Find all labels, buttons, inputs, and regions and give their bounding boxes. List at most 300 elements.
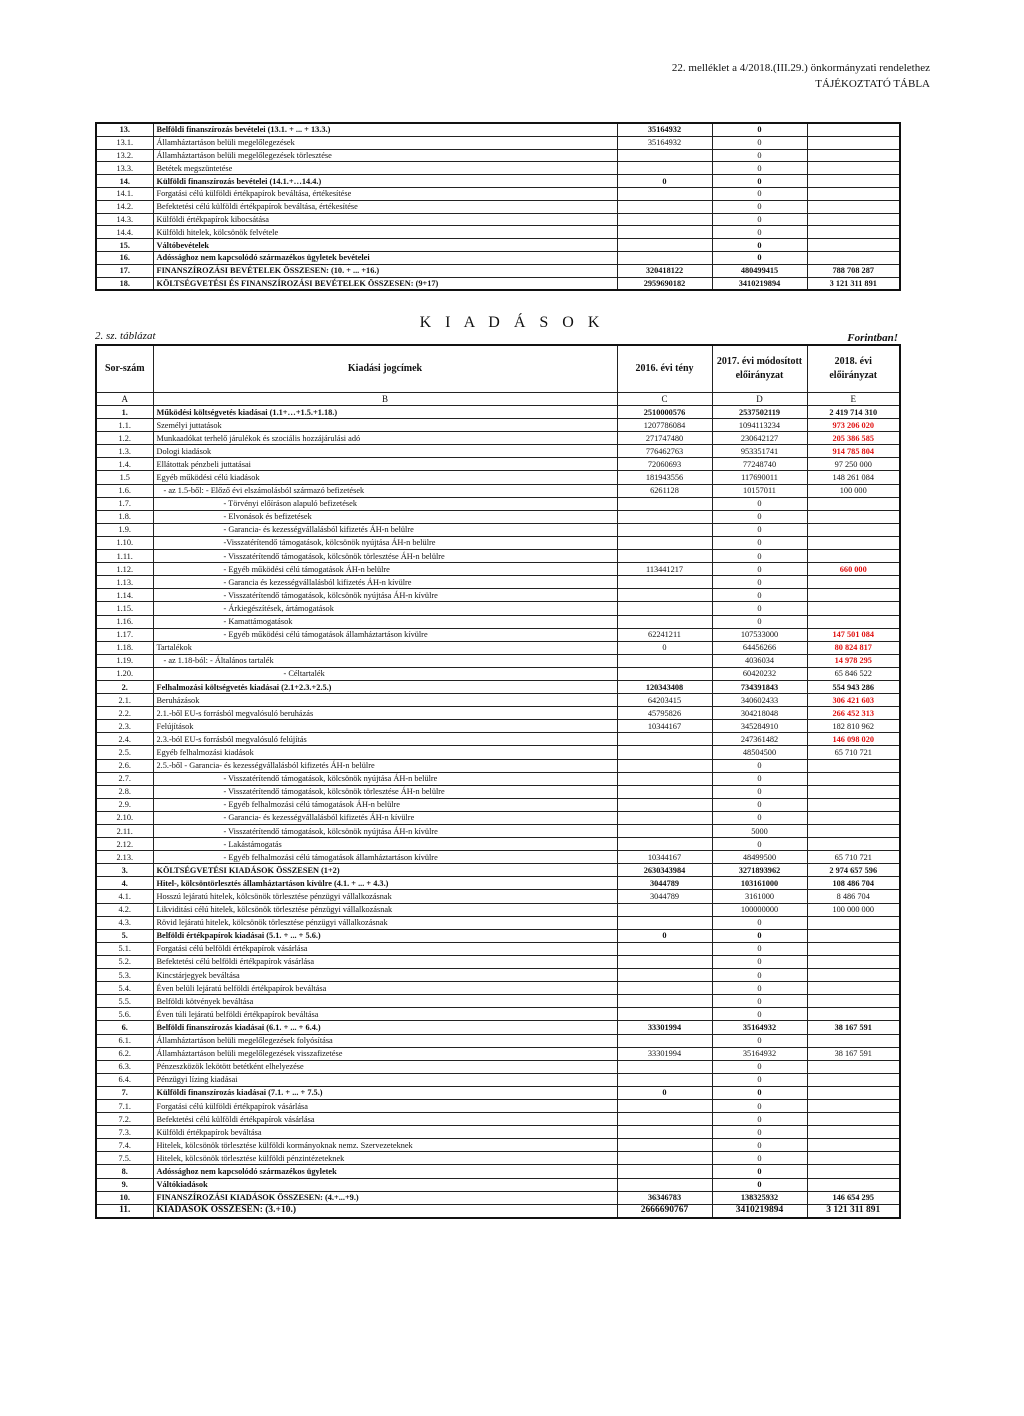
value-e (807, 916, 900, 929)
value-e: 205 386 585 (807, 432, 900, 445)
table-row (96, 877, 900, 890)
row-label: Éven túli lejáratú belföldi értékpapírok beváltása (153, 1008, 617, 1021)
value-e (807, 955, 900, 968)
table-row (96, 654, 900, 667)
value-d: 0 (712, 1008, 807, 1021)
value-d: 3410219894 (712, 1204, 807, 1218)
value-c (617, 1008, 712, 1021)
table-row (96, 720, 900, 733)
row-label: Rövid lejáratú hitelek, kölcsönök törlesztése pénzügyi vállalkozásnak (153, 916, 617, 929)
row-number: 6.3. (96, 1060, 153, 1073)
value-e (807, 1008, 900, 1021)
column-letter-c: C (617, 393, 712, 406)
column-letter-e: E (807, 393, 900, 406)
value-c (617, 969, 712, 982)
table-row (96, 890, 900, 903)
value-e (807, 213, 900, 226)
value-e (807, 162, 900, 175)
value-e: 65 846 522 (807, 667, 900, 680)
value-c (617, 772, 712, 785)
value-d: 0 (712, 523, 807, 536)
value-e: 2 974 657 596 (807, 864, 900, 877)
value-e (807, 982, 900, 995)
value-c (617, 1099, 712, 1112)
row-label: - az 1.5-ből: - Előző évi elszámolásból származó befizetések (153, 484, 617, 497)
expenditures-title: K I A D Á S O K (419, 314, 605, 331)
value-d: 0 (712, 589, 807, 602)
value-c (617, 955, 712, 968)
table-row (96, 536, 900, 549)
value-e: 8 486 704 (807, 890, 900, 903)
value-c: 113441217 (617, 563, 712, 576)
value-e (807, 811, 900, 824)
row-label: Forgatási célú külföldi értékpapírok vásárlása (153, 1099, 617, 1112)
value-e (807, 200, 900, 213)
row-number: 18. (96, 277, 153, 290)
value-e (807, 825, 900, 838)
header-2018-planned: 2018. évi előirányzat (807, 345, 900, 393)
row-label: Váltóbevételek (153, 239, 617, 252)
value-c: 10344167 (617, 720, 712, 733)
value-c (617, 1126, 712, 1139)
row-number: 1.16. (96, 615, 153, 628)
value-c (617, 1139, 712, 1152)
row-number: 1.18. (96, 641, 153, 654)
value-d: 60420232 (712, 667, 807, 680)
row-number: 14.3. (96, 213, 153, 226)
row-label: - Egyéb felhalmozási célú támogatások államháztartáson kívülre (153, 851, 617, 864)
table-row (96, 563, 900, 576)
row-number: 14.2. (96, 200, 153, 213)
row-label: Belföldi kötvények beváltása (153, 995, 617, 1008)
column-letter-d: D (712, 393, 807, 406)
row-label: - Garancia- és kezességvállalásból kifizetés ÁH-n belülre (153, 523, 617, 536)
value-e (807, 523, 900, 536)
row-number: 17. (96, 264, 153, 277)
value-e (807, 175, 900, 188)
value-c: 1207786084 (617, 419, 712, 432)
value-e (807, 1165, 900, 1178)
table-row (96, 969, 900, 982)
row-label: KIADÁSOK ÖSSZESEN: (3.+10.) (153, 1204, 617, 1218)
row-label: - Kamattámogatások (153, 615, 617, 628)
value-d: 0 (712, 955, 807, 968)
row-number: 1.19. (96, 654, 153, 667)
row-number: 6.1. (96, 1034, 153, 1047)
value-d: 230642127 (712, 432, 807, 445)
value-c (617, 226, 712, 239)
table-number-label: 2. sz. táblázat (95, 330, 156, 342)
value-d: 0 (712, 510, 807, 523)
value-c: 0 (617, 175, 712, 188)
row-number: 5.1. (96, 942, 153, 955)
value-c (617, 746, 712, 759)
value-c (617, 602, 712, 615)
value-d: 64456266 (712, 641, 807, 654)
table-row (96, 851, 900, 864)
row-label: Éven belüli lejáratú belföldi értékpapírok beváltása (153, 982, 617, 995)
value-c (617, 187, 712, 200)
value-c (617, 510, 712, 523)
row-number: 4. (96, 877, 153, 890)
row-label: Tartalékok (153, 641, 617, 654)
value-d: 0 (712, 123, 807, 136)
row-number: 7.5. (96, 1152, 153, 1165)
value-e: 148 261 084 (807, 471, 900, 484)
value-d: 0 (712, 1073, 807, 1086)
value-c (617, 733, 712, 746)
row-number: 13. (96, 123, 153, 136)
value-d: 4036034 (712, 654, 807, 667)
value-d: 247361482 (712, 733, 807, 746)
value-d: 304218048 (712, 707, 807, 720)
row-number: 1.7. (96, 497, 153, 510)
row-number: 8. (96, 1165, 153, 1178)
value-c: 10344167 (617, 851, 712, 864)
value-d: 100000000 (712, 903, 807, 916)
value-e: 100 000 (807, 484, 900, 497)
value-d: 3271893962 (712, 864, 807, 877)
value-e (807, 550, 900, 563)
row-label: - Egyéb felhalmozási célú támogatások ÁH-n belülre (153, 798, 617, 811)
row-label: - Törvényi előíráson alapuló befizetések (153, 497, 617, 510)
value-e: 14 978 295 (807, 654, 900, 667)
value-c (617, 838, 712, 851)
value-e (807, 510, 900, 523)
value-e: 100 000 000 (807, 903, 900, 916)
table-row (96, 982, 900, 995)
table-row (96, 1126, 900, 1139)
value-d: 0 (712, 798, 807, 811)
row-number: 1.2. (96, 432, 153, 445)
value-c: 35164932 (617, 123, 712, 136)
value-d: 0 (712, 785, 807, 798)
table-row (96, 772, 900, 785)
value-c: 181943556 (617, 471, 712, 484)
row-label: - Visszatérítendő támogatások, kölcsönök nyújtása ÁH-n belülre (153, 772, 617, 785)
value-d: 0 (712, 1086, 807, 1099)
row-label: Államháztartáson belüli megelőlegezések folyósítása (153, 1034, 617, 1047)
table-row (96, 615, 900, 628)
row-number: 14. (96, 175, 153, 188)
table-row (96, 942, 900, 955)
row-number: 2.11. (96, 825, 153, 838)
row-number: 2.6. (96, 759, 153, 772)
value-e (807, 1113, 900, 1126)
table-row (96, 1204, 900, 1218)
value-e: 38 167 591 (807, 1021, 900, 1034)
row-number: 5. (96, 929, 153, 942)
table-row (96, 694, 900, 707)
value-e (807, 1178, 900, 1191)
value-c: 45795826 (617, 707, 712, 720)
table-row (96, 175, 900, 188)
value-d: 0 (712, 1126, 807, 1139)
value-e (807, 1034, 900, 1047)
row-label: - Visszatérítendő támogatások, kölcsönök törlesztése ÁH-n belülre (153, 550, 617, 563)
table-row (96, 1139, 900, 1152)
row-label: Hitelek, kölcsönök törlesztése külföldi kormányoknak nemz. Szervezeteknek (153, 1139, 617, 1152)
row-number: 2.4. (96, 733, 153, 746)
value-e (807, 759, 900, 772)
row-label: Adóssághoz nem kapcsolódó származékos ügyletek (153, 1165, 617, 1178)
row-label: Pénzeszközök lekötött betétként elhelyezése (153, 1060, 617, 1073)
value-d: 0 (712, 838, 807, 851)
row-number: 14.4. (96, 226, 153, 239)
table-row (96, 811, 900, 824)
table-row (96, 995, 900, 1008)
row-number: 1.4. (96, 458, 153, 471)
column-letter-b: B (153, 393, 617, 406)
value-e: 3 121 311 891 (807, 277, 900, 290)
value-c (617, 1060, 712, 1073)
row-label: - Elvonások és befizetések (153, 510, 617, 523)
row-label: Befektetési célú külföldi értékpapírok vásárlása (153, 1113, 617, 1126)
value-c: 3044789 (617, 890, 712, 903)
value-d: 0 (712, 251, 807, 264)
value-d: 0 (712, 239, 807, 252)
row-number: 7.4. (96, 1139, 153, 1152)
row-number: 2.13. (96, 851, 153, 864)
value-c (617, 162, 712, 175)
table-row (96, 1178, 900, 1191)
value-d: 480499415 (712, 264, 807, 277)
value-c (617, 825, 712, 838)
value-e (807, 1126, 900, 1139)
header-expenditure-title: Kiadási jogcímek (153, 345, 617, 393)
row-label: 2.1.-ből EU-s forrásból megvalósuló beruházás (153, 707, 617, 720)
row-number: 1.12. (96, 563, 153, 576)
row-number: 4.1. (96, 890, 153, 903)
value-c (617, 759, 712, 772)
row-label: KÖLTSÉGVETÉSI KIADÁSOK ÖSSZESEN (1+2) (153, 864, 617, 877)
table-row (96, 1191, 900, 1204)
value-c (617, 995, 712, 1008)
row-label: - Garancia és kezességvállalásból kifizetés ÁH-n kívülre (153, 576, 617, 589)
value-c (617, 903, 712, 916)
table-row (96, 628, 900, 641)
row-number: 5.6. (96, 1008, 153, 1021)
row-label: Pénzügyi lízing kiadásai (153, 1073, 617, 1086)
value-c (617, 213, 712, 226)
value-d: 0 (712, 1165, 807, 1178)
value-e: 788 708 287 (807, 264, 900, 277)
value-d: 345284910 (712, 720, 807, 733)
value-e: 65 710 721 (807, 746, 900, 759)
row-label: Forgatási célú külföldi értékpapírok beváltása, értékesítése (153, 187, 617, 200)
table-row (96, 746, 900, 759)
value-d: 48504500 (712, 746, 807, 759)
row-number: 1.17. (96, 628, 153, 641)
header-decree-reference: 22. melléklet a 4/2018.(III.29.) önkormányzati rendelethez (671, 62, 930, 74)
row-number: 1.3. (96, 445, 153, 458)
value-e (807, 187, 900, 200)
financing-revenue-table (95, 122, 901, 291)
row-number: 2.2. (96, 707, 153, 720)
value-d: 3410219894 (712, 277, 807, 290)
table-row (96, 602, 900, 615)
row-label: Munkaadókat terhelő járulékok és szociális hozzájárulási adó (153, 432, 617, 445)
table-header-row (96, 345, 900, 393)
value-c (617, 497, 712, 510)
value-c: 120343408 (617, 680, 712, 693)
value-d: 0 (712, 811, 807, 824)
row-label: Külföldi finanszírozás kiadásai (7.1. + ... + 7.5.) (153, 1086, 617, 1099)
row-label: - Céltartalék (153, 667, 617, 680)
value-d: 35164932 (712, 1021, 807, 1034)
value-c (617, 1165, 712, 1178)
row-number: 1.1. (96, 419, 153, 432)
document-header (672, 60, 930, 92)
value-e (807, 615, 900, 628)
table-row (96, 200, 900, 213)
row-label: Váltókiadások (153, 1178, 617, 1191)
table-row (96, 251, 900, 264)
value-d: 35164932 (712, 1047, 807, 1060)
value-d: 0 (712, 536, 807, 549)
table-row (96, 1073, 900, 1086)
row-label: - az 1.18-ból: - Általános tartalék (153, 654, 617, 667)
table-row (96, 759, 900, 772)
value-d: 0 (712, 615, 807, 628)
row-label: Forgatási célú belföldi értékpapírok vásárlása (153, 942, 617, 955)
row-label: - Visszatérítendő támogatások, kölcsönök törlesztése ÁH-n belülre (153, 785, 617, 798)
value-e: 914 785 804 (807, 445, 900, 458)
value-d: 0 (712, 942, 807, 955)
row-label: Hosszú lejáratú hitelek, kölcsönök törlesztése pénzügyi vállalkozásnak (153, 890, 617, 903)
value-e (807, 536, 900, 549)
value-c (617, 589, 712, 602)
value-d: 5000 (712, 825, 807, 838)
table-row (96, 510, 900, 523)
currency-note: Forintban! (847, 332, 898, 344)
value-d: 0 (712, 563, 807, 576)
value-d: 0 (712, 162, 807, 175)
value-c (617, 785, 712, 798)
table-row (96, 733, 900, 746)
table-row (96, 187, 900, 200)
row-number: 7.1. (96, 1099, 153, 1112)
value-c (617, 654, 712, 667)
table-row (96, 136, 900, 149)
value-d: 107533000 (712, 628, 807, 641)
row-number: 5.2. (96, 955, 153, 968)
value-e (807, 576, 900, 589)
column-letter-row (96, 393, 900, 406)
value-d: 0 (712, 1152, 807, 1165)
value-e: 306 421 603 (807, 694, 900, 707)
table-row (96, 406, 900, 419)
value-e: 554 943 286 (807, 680, 900, 693)
table-row (96, 864, 900, 877)
table-row (96, 471, 900, 484)
value-e (807, 251, 900, 264)
row-number: 15. (96, 239, 153, 252)
value-d: 0 (712, 187, 807, 200)
value-e (807, 136, 900, 149)
value-e (807, 772, 900, 785)
value-e (807, 1099, 900, 1112)
row-label: Egyéb működési célú kiadások (153, 471, 617, 484)
row-label: Működési költségvetés kiadásai (1.1+…+1.5.+1.18.) (153, 406, 617, 419)
header-row-number: Sor-szám (96, 345, 153, 393)
value-c: 3044789 (617, 877, 712, 890)
value-c (617, 667, 712, 680)
row-number: 1.11. (96, 550, 153, 563)
row-number: 2.9. (96, 798, 153, 811)
value-d: 0 (712, 136, 807, 149)
row-number: 2.5. (96, 746, 153, 759)
table-row (96, 162, 900, 175)
value-e (807, 1086, 900, 1099)
value-e: 146 098 020 (807, 733, 900, 746)
row-number: 3. (96, 864, 153, 877)
value-c: 0 (617, 641, 712, 654)
row-number: 4.2. (96, 903, 153, 916)
header-info-table-label: TÁJÉKOZTATÓ TÁBLA (815, 78, 930, 90)
row-label: - Visszatérítendő támogatások, kölcsönök nyújtása ÁH-n kívülre (153, 825, 617, 838)
row-label: Kincstárjegyek beváltása (153, 969, 617, 982)
value-e (807, 1152, 900, 1165)
row-number: 7.2. (96, 1113, 153, 1126)
value-c: 36346783 (617, 1191, 712, 1204)
value-e: 973 206 020 (807, 419, 900, 432)
value-c: 776462763 (617, 445, 712, 458)
row-number: 13.3. (96, 162, 153, 175)
value-e (807, 149, 900, 162)
value-d: 0 (712, 1178, 807, 1191)
value-e: 38 167 591 (807, 1047, 900, 1060)
header-2016-actual: 2016. évi tény (617, 345, 712, 393)
value-c: 2666690767 (617, 1204, 712, 1218)
table-row (96, 277, 900, 290)
value-e: 97 250 000 (807, 458, 900, 471)
value-d: 0 (712, 497, 807, 510)
row-label: Hitel-, kölcsöntörlesztés államháztartáson kívülre (4.1. + ... + 4.3.) (153, 877, 617, 890)
value-d: 0 (712, 550, 807, 563)
value-e: 147 501 084 (807, 628, 900, 641)
value-d: 0 (712, 995, 807, 1008)
value-d: 0 (712, 602, 807, 615)
table-row (96, 929, 900, 942)
value-c (617, 1034, 712, 1047)
value-e (807, 995, 900, 1008)
value-d: 1094113234 (712, 419, 807, 432)
table-row (96, 680, 900, 693)
value-d: 0 (712, 982, 807, 995)
value-e (807, 497, 900, 510)
row-number: 5.4. (96, 982, 153, 995)
row-number: 2.1. (96, 694, 153, 707)
value-e (807, 1060, 900, 1073)
value-c (617, 615, 712, 628)
row-label: - Garancia- és kezességvállalásból kifizetés ÁH-n kívülre (153, 811, 617, 824)
row-number: 1.6. (96, 484, 153, 497)
value-c (617, 149, 712, 162)
row-number: 1.15. (96, 602, 153, 615)
value-c (617, 982, 712, 995)
table-row (96, 432, 900, 445)
value-c (617, 523, 712, 536)
value-c: 33301994 (617, 1021, 712, 1034)
row-number: 2.10. (96, 811, 153, 824)
row-label: - Egyéb működési célú támogatások államháztartáson kívülre (153, 628, 617, 641)
row-number: 1.13. (96, 576, 153, 589)
header-2017-modified: 2017. évi módosított előirányzat (712, 345, 807, 393)
table-row (96, 1034, 900, 1047)
value-d: 734391843 (712, 680, 807, 693)
row-label: Államháztartáson belüli megelőlegezések törlesztése (153, 149, 617, 162)
